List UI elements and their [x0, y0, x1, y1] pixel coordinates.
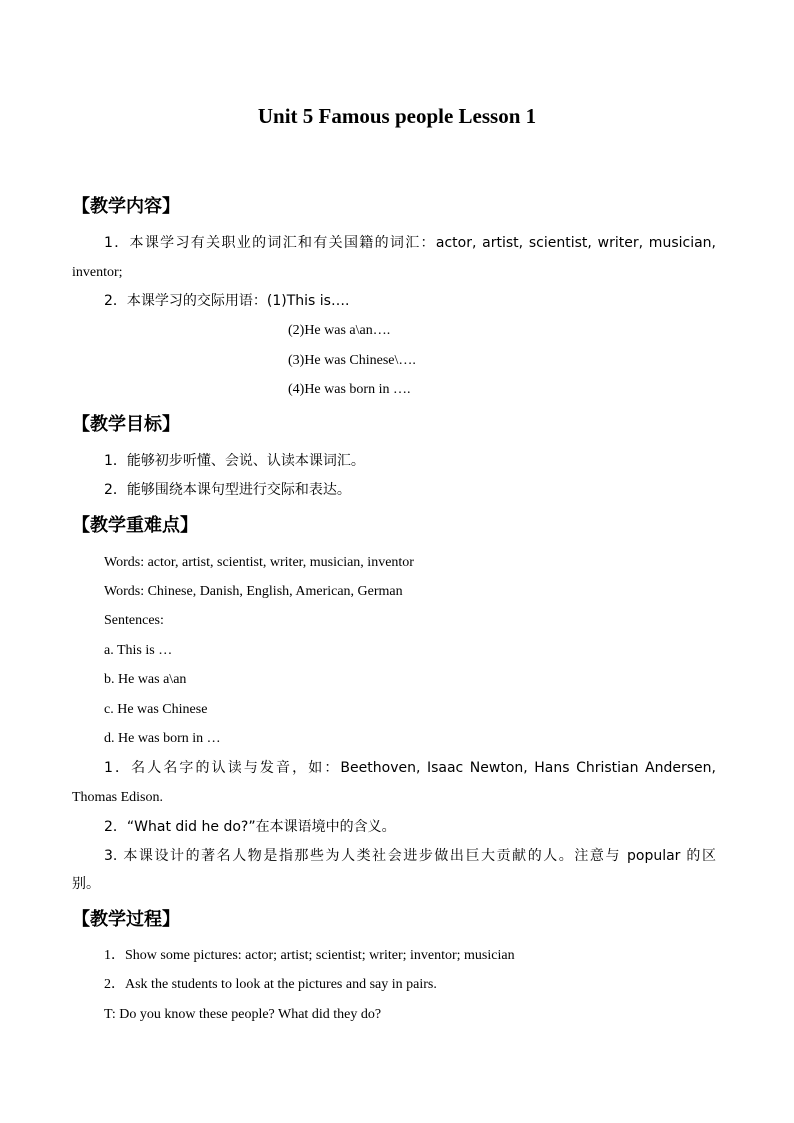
key-points-item-1-line-1: 1．名人名字的认读与发音，如：Beethoven, Isaac Newton, Hans Christian Andersen, [104, 760, 716, 776]
key-points-item-1-line-2: Thomas Edison. [72, 790, 163, 805]
content-item-2-phrase-4: (4)He was born in …. [288, 382, 411, 397]
section-heading-content: 【教学内容】 [72, 196, 180, 217]
key-points-sentences-label: Sentences: [104, 613, 164, 628]
section-heading-key-points: 【教学重难点】 [72, 515, 198, 536]
section-heading-goals: 【教学目标】 [72, 414, 180, 435]
content-item-2-phrase-3: (3)He was Chinese\…. [288, 353, 416, 368]
key-points-sentence-c: c. He was Chinese [104, 702, 208, 717]
goals-item-2: 2．能够围绕本课句型进行交际和表达。 [104, 482, 351, 498]
goals-item-1: 1．能够初步听懂、会说、认读本课词汇。 [104, 453, 365, 469]
content-item-2-intro: 2．本课学习的交际用语：(1)This is…. [104, 293, 350, 309]
section-heading-process: 【教学过程】 [72, 909, 180, 930]
key-points-sentence-b: b. He was a\an [104, 672, 187, 687]
key-points-sentence-d: d. He was born in … [104, 731, 221, 746]
key-points-words-1: Words: actor, artist, scientist, writer, musician, inventor [104, 555, 414, 570]
key-points-item-3-line-2: 别。 [72, 876, 100, 892]
process-item-1: 1．Show some pictures: actor; artist; scientist; writer; inventor; musician [104, 948, 515, 963]
key-points-words-2: Words: Chinese, Danish, English, American, German [104, 584, 403, 599]
key-points-item-2: 2．“What did he do?”在本课语境中的含义。 [104, 819, 396, 835]
content-item-1-line-1: 1．本课学习有关职业的词汇和有关国籍的词汇：actor, artist, scientist, writer, musician, [104, 235, 716, 251]
key-points-item-3-line-1: 3. 本课设计的著名人物是指那些为人类社会进步做出巨大贡献的人。注意与 popular 的区 [104, 848, 716, 864]
content-item-2-phrase-2: (2)He was a\an…. [288, 323, 391, 338]
key-points-sentence-a: a. This is … [104, 643, 173, 658]
document-title: Unit 5 Famous people Lesson 1 [257, 104, 537, 128]
process-item-2: 2．Ask the students to look at the pictures and say in pairs. [104, 977, 437, 992]
content-item-1-line-2: inventor; [72, 265, 123, 280]
process-teacher-line: T: Do you know these people? What did they do? [104, 1007, 382, 1022]
